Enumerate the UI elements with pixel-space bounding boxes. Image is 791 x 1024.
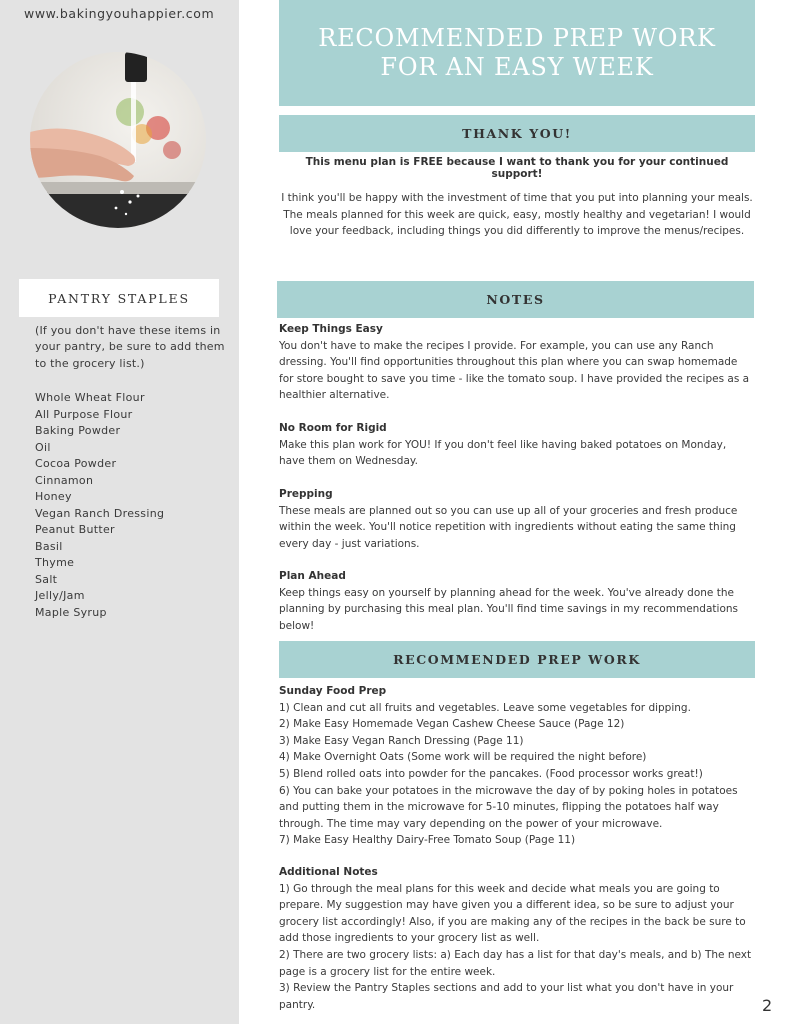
prep-step: 6) You can bake your potatoes in the microwave the day of by poking holes in potatoes and putting them in the microwave for 5-10 minutes, flipping the potatoes half way through. The time may vary depending on the power of your microwave. bbox=[279, 784, 738, 830]
note-prepping bbox=[279, 486, 755, 552]
prep-step: 2) Make Easy Homemade Vegan Cashew Cheese Sauce (Page 12) bbox=[279, 718, 625, 731]
prep-step: 4) Make Overnight Oats (Some work will be required the night before) bbox=[279, 751, 647, 764]
list-item: Honey bbox=[35, 490, 72, 503]
prep-step: 1) Clean and cut all fruits and vegetables. Leave some vegetables for dipping. bbox=[279, 701, 691, 714]
prep-step: 7) Make Easy Healthy Dairy-Free Tomato Soup (Page 11) bbox=[279, 834, 576, 847]
pantry-staples-list bbox=[35, 390, 164, 621]
list-item: Jelly/Jam bbox=[35, 589, 85, 602]
page-title bbox=[318, 24, 716, 82]
additional-notes-heading: Additional Notes bbox=[279, 866, 378, 878]
list-item: Cocoa Powder bbox=[35, 457, 117, 470]
note-heading: Plan Ahead bbox=[279, 570, 346, 582]
additional-note: 3) Review the Pantry Staples sections and add to your list what you don't have in your pantry. bbox=[279, 982, 734, 1011]
thank-you-title: THANK YOU! bbox=[462, 126, 572, 141]
sunday-prep-heading: Sunday Food Prep bbox=[279, 685, 387, 697]
prep-work-band bbox=[279, 641, 755, 678]
list-item: Baking Powder bbox=[35, 424, 121, 437]
list-item: All Purpose Flour bbox=[35, 407, 133, 421]
note-text: You don't have to make the recipes I provide. For example, you can use any Ranch dressing. You'll find opportunities throughout this plan where you can swap homemade for store bought to save you time - like the tomato soup. I have provided the recipes as a healthier alternative. bbox=[279, 339, 750, 402]
thank-you-band bbox=[279, 115, 755, 152]
list-item: Thyme bbox=[35, 556, 75, 569]
pantry-staples-title: PANTRY STAPLES bbox=[48, 290, 190, 306]
list-item: Maple Syrup bbox=[35, 605, 107, 619]
pantry-staples-box bbox=[19, 279, 219, 317]
list-item: Whole Wheat Flour bbox=[35, 391, 145, 404]
note-heading: Keep Things Easy bbox=[279, 323, 383, 335]
additional-note: 1) Go through the meal plans for this week and decide what meals you are going to prepare. My suggestion may have given you a different idea, so be sure to adjust your grocery list accordingly! Also, if you are making any of the recipes in the back be sure to add those ingredients to your grocery list as well. bbox=[279, 882, 746, 945]
note-text: These meals are planned out so you can use up all of your groceries and fresh produce within the week. You'll notice repetition with ingredients without eating the same thing every day - just variations. bbox=[279, 504, 738, 550]
additional-note: 2) There are two grocery lists: a) Each day has a list for that day's meals, and b) The next page is a grocery list for the entire week. bbox=[279, 948, 752, 978]
pantry-staples-note: (If you don't have these items in your pantry, be sure to add them to the grocery list.) bbox=[35, 324, 225, 370]
sidebar bbox=[0, 0, 239, 1024]
prep-work-title: RECOMMENDED PREP WORK bbox=[393, 652, 641, 667]
thank-you-text: I think you'll be happy with the investment of time that you put into planning your meals. The meals planned for this week are quick, easy, mostly healthy and vegetarian! I would love your feedback, including things you did differently to improve the menus/recipes. bbox=[281, 192, 753, 238]
list-item: Peanut Butter bbox=[35, 523, 115, 536]
note-heading: No Room for Rigid bbox=[279, 422, 387, 434]
page-number: 2 bbox=[762, 996, 773, 1015]
list-item: Salt bbox=[35, 572, 58, 586]
page-title-line-1: RECOMMENDED PREP WORK bbox=[318, 24, 716, 52]
sunday-food-prep bbox=[279, 683, 755, 849]
list-item: Oil bbox=[35, 440, 51, 454]
notes-band bbox=[277, 281, 754, 318]
thank-you-bold-line: This menu plan is FREE because I want to thank you for your continued support! bbox=[305, 156, 729, 180]
note-heading: Prepping bbox=[279, 488, 333, 500]
note-text: Keep things easy on yourself by planning ahead for the week. You've already done the planning by purchasing this meal plan. You'll find time savings in my recommendations below! bbox=[279, 586, 738, 632]
prep-step: 5) Blend rolled oats into powder for the pancakes. (Food processor works great!) bbox=[279, 767, 703, 780]
additional-notes bbox=[279, 864, 755, 1013]
note-plan-ahead bbox=[279, 568, 755, 634]
list-item: Cinnamon bbox=[35, 473, 94, 487]
list-item: Basil bbox=[35, 539, 63, 553]
site-url[interactable]: www.bakingyouhappier.com bbox=[24, 6, 215, 21]
page-header bbox=[279, 0, 755, 106]
list-item: Vegan Ranch Dressing bbox=[35, 506, 165, 520]
hand-washing-illustration bbox=[30, 52, 206, 228]
note-text: Make this plan work for YOU! If you don't feel like having baked potatoes on Monday, have them on Wednesday. bbox=[279, 438, 727, 468]
prep-step: 3) Make Easy Vegan Ranch Dressing (Page 11) bbox=[279, 734, 524, 747]
notes-title: NOTES bbox=[486, 292, 545, 307]
note-no-room-for-rigid bbox=[279, 420, 755, 470]
hand-washing-photo bbox=[30, 52, 206, 228]
page-title-line-2: FOR AN EASY WEEK bbox=[380, 53, 654, 81]
note-keep-things-easy bbox=[279, 321, 755, 404]
